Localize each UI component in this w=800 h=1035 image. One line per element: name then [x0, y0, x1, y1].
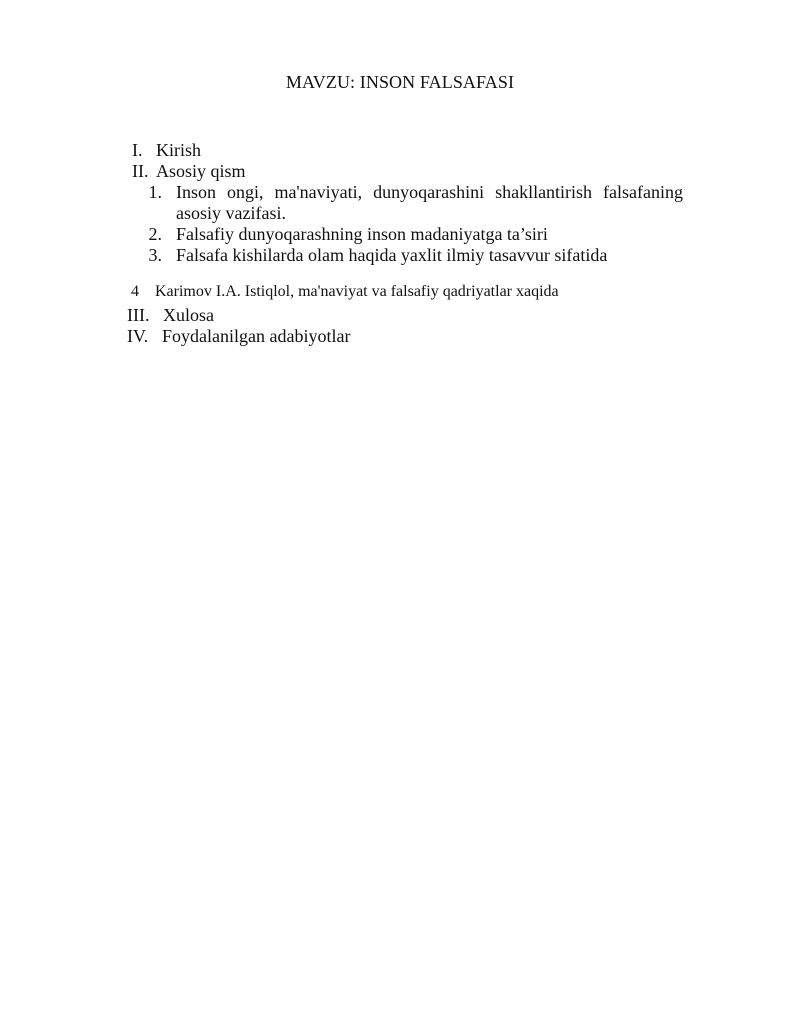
subitem-number: 1. [148, 182, 162, 202]
section-label: Asosiy qism [156, 161, 246, 181]
subitem-label: Karimov I.A. Istiqlol, ma'naviyat va falsafiy qadriyatlar xaqida [155, 283, 559, 300]
section-label: Xulosa [163, 305, 214, 325]
subitem-label: Falsafa kishilarda olam haqida yaxlit ilmiy tasavvur sifatida [176, 245, 608, 265]
section-label: Foydalanilgan adabiyotlar [162, 326, 351, 346]
section-number: I. [132, 140, 143, 160]
subitem-number: 4 [131, 283, 139, 300]
subitem-label: Inson ongi, ma'naviyati, dunyoqarashini shakllantirish falsafaning asosiy vazifasi. [176, 182, 683, 223]
section-number: IV. [127, 326, 149, 346]
page-title: MAVZU: INSON FALSAFASI [285, 72, 515, 92]
subitem-number: 2. [148, 224, 162, 244]
section-label: Kirish [156, 140, 201, 160]
section-number: III. [127, 305, 150, 325]
subitem-number: 3. [148, 245, 162, 265]
subitem-label: Falsafiy dunyoqarashning inson madaniyatga ta’siri [176, 224, 548, 244]
section-number: II. [132, 161, 149, 181]
